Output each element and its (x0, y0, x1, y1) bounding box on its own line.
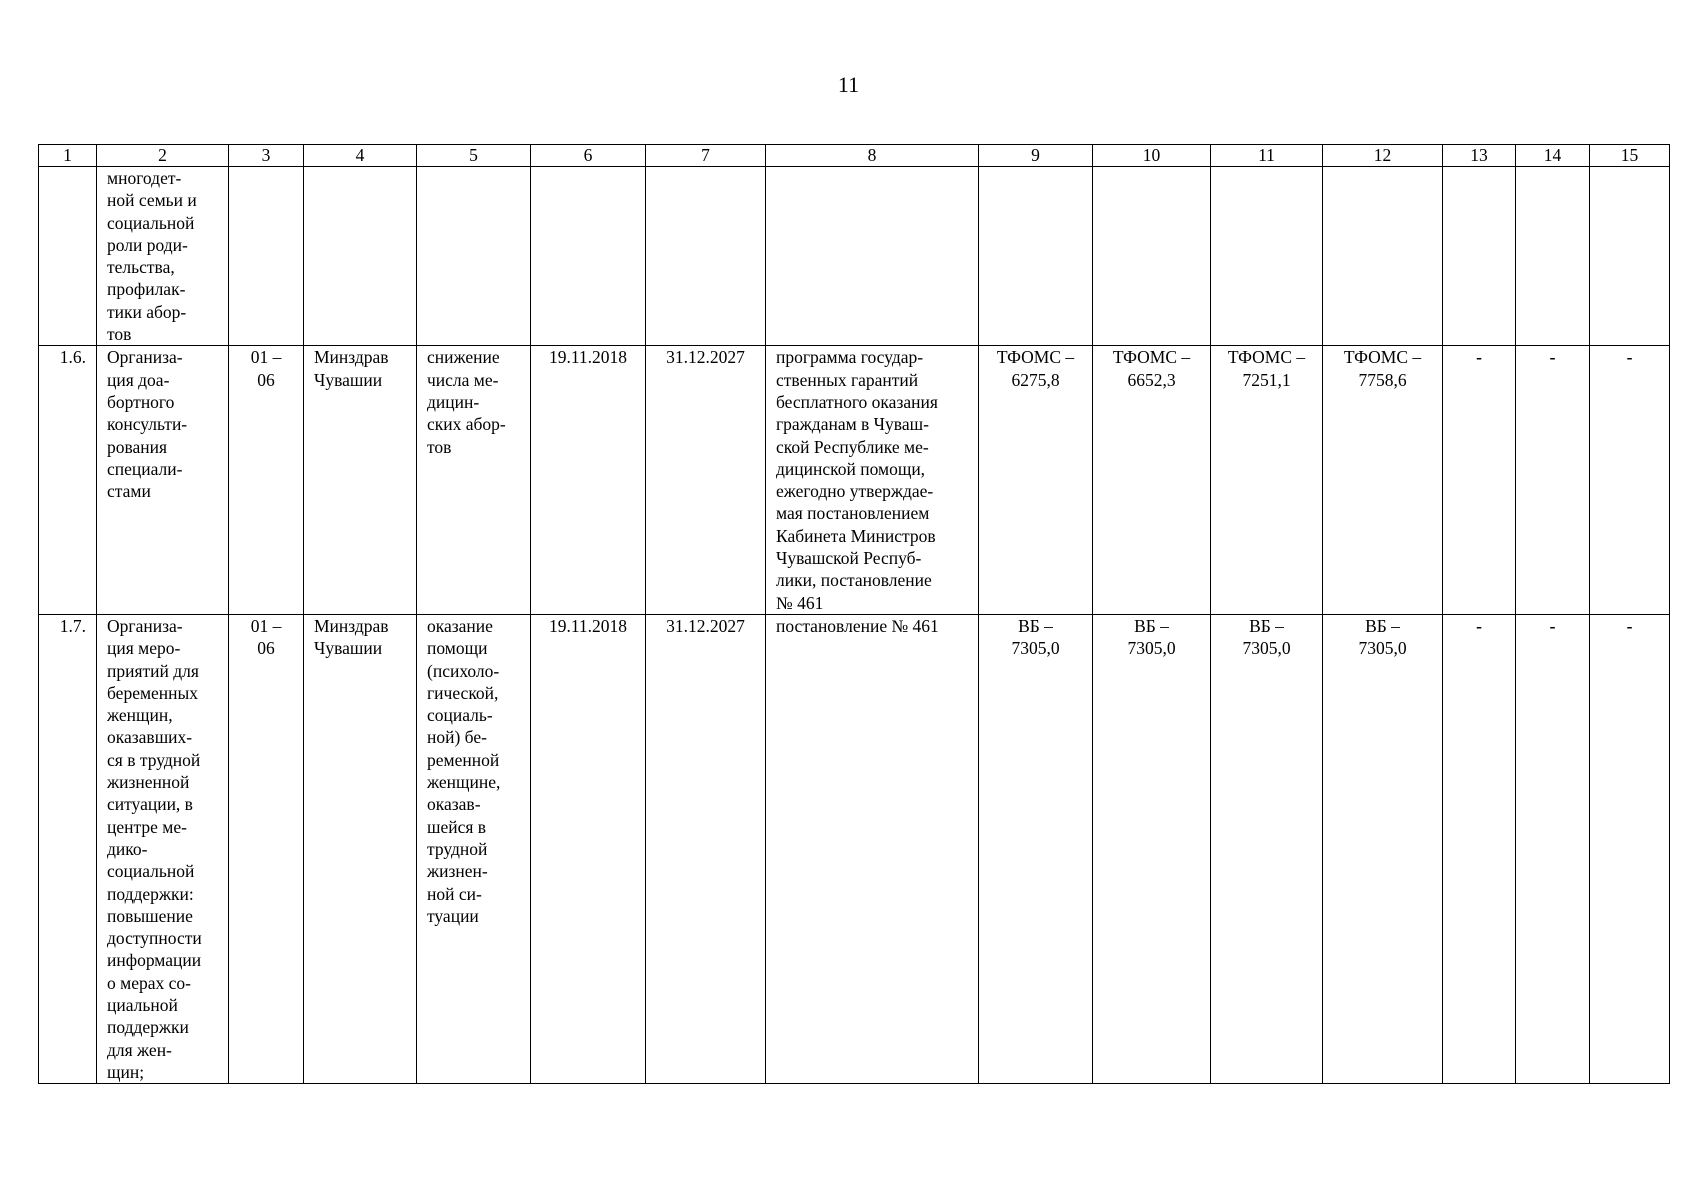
funding-2022-cell: ТФОМС – 7758,6 (1323, 346, 1443, 615)
col15-cell: - (1590, 346, 1670, 615)
header-cell: 14 (1516, 145, 1590, 167)
row-number-cell (39, 167, 97, 346)
table-header-row (39, 145, 1670, 167)
header-cell: 11 (1211, 145, 1323, 167)
header-cell: 3 (229, 145, 304, 167)
header-cell: 2 (97, 145, 229, 167)
header-cell: 13 (1443, 145, 1516, 167)
funding-2022-cell (1323, 167, 1443, 346)
funding-2019-cell (979, 167, 1093, 346)
header-cell: 15 (1590, 145, 1670, 167)
header-cell: 1 (39, 145, 97, 167)
col13-cell: - (1443, 614, 1516, 1083)
header-cell: 5 (417, 145, 531, 167)
event-name-cell: Организа- ция меро- приятий для беременных женщин, оказавших- ся в трудной жизненной ситуации, в центре ме- дико- социальной поддержки: повышение доступности информации о мерах со- циальной поддержки для жен- щин; (97, 614, 229, 1083)
result-cell: снижение числа ме- дицин- ских абор- тов (417, 346, 531, 615)
executor-cell (304, 167, 417, 346)
executor-cell: Минздрав Чувашии (304, 346, 417, 615)
start-date-cell (531, 167, 646, 346)
col14-cell (1516, 167, 1590, 346)
funding-2019-cell: ТФОМС – 6275,8 (979, 346, 1093, 615)
table-row (39, 346, 1670, 615)
event-name-cell: Организа- ция доа- бортного консульти- рования специали- стами (97, 346, 229, 615)
header-cell: 4 (304, 145, 417, 167)
start-date-cell: 19.11.2018 (531, 346, 646, 615)
executor-cell: Минздрав Чувашии (304, 614, 417, 1083)
col15-cell: - (1590, 614, 1670, 1083)
header-cell: 9 (979, 145, 1093, 167)
funding-2021-cell (1211, 167, 1323, 346)
row-number-cell: 1.7. (39, 614, 97, 1083)
funding-2022-cell: ВБ – 7305,0 (1323, 614, 1443, 1083)
header-cell: 10 (1093, 145, 1211, 167)
program-table (38, 144, 1670, 1084)
funding-2021-cell: ВБ – 7305,0 (1211, 614, 1323, 1083)
result-cell (417, 167, 531, 346)
funding-2020-cell: ВБ – 7305,0 (1093, 614, 1211, 1083)
code-cell: 01 – 06 (229, 614, 304, 1083)
result-cell: оказание помощи (психоло- гической, социаль- ной) бе- ременной женщине, оказав- шейся в трудной жизнен- ной си- туации (417, 614, 531, 1083)
table-row (39, 614, 1670, 1083)
funding-2019-cell: ВБ – 7305,0 (979, 614, 1093, 1083)
end-date-cell: 31.12.2027 (646, 346, 766, 615)
basis-cell (766, 167, 979, 346)
funding-2020-cell: ТФОМС – 6652,3 (1093, 346, 1211, 615)
end-date-cell: 31.12.2027 (646, 614, 766, 1083)
code-cell: 01 – 06 (229, 346, 304, 615)
col15-cell (1590, 167, 1670, 346)
row-number-cell: 1.6. (39, 346, 97, 615)
basis-cell: программа государ- ственных гарантий бесплатного оказания гражданам в Чуваш- ской Республике ме- дицинской помощи, ежегодно утверждае- мая постановлением Кабинета Министров Чувашской Респуб- лики, постановление № 461 (766, 346, 979, 615)
col13-cell: - (1443, 346, 1516, 615)
funding-2020-cell (1093, 167, 1211, 346)
event-name-cell: многодет- ной семьи и социальной роли роди- тельства, профилак- тики абор- тов (97, 167, 229, 346)
col14-cell: - (1516, 346, 1590, 615)
header-cell: 6 (531, 145, 646, 167)
funding-2021-cell: ТФОМС – 7251,1 (1211, 346, 1323, 615)
table-row (39, 167, 1670, 346)
end-date-cell (646, 167, 766, 346)
col13-cell (1443, 167, 1516, 346)
header-cell: 7 (646, 145, 766, 167)
col14-cell: - (1516, 614, 1590, 1083)
header-cell: 12 (1323, 145, 1443, 167)
basis-cell: постановление № 461 (766, 614, 979, 1083)
page-number: 11 (837, 72, 860, 97)
start-date-cell: 19.11.2018 (531, 614, 646, 1083)
code-cell (229, 167, 304, 346)
header-cell: 8 (766, 145, 979, 167)
